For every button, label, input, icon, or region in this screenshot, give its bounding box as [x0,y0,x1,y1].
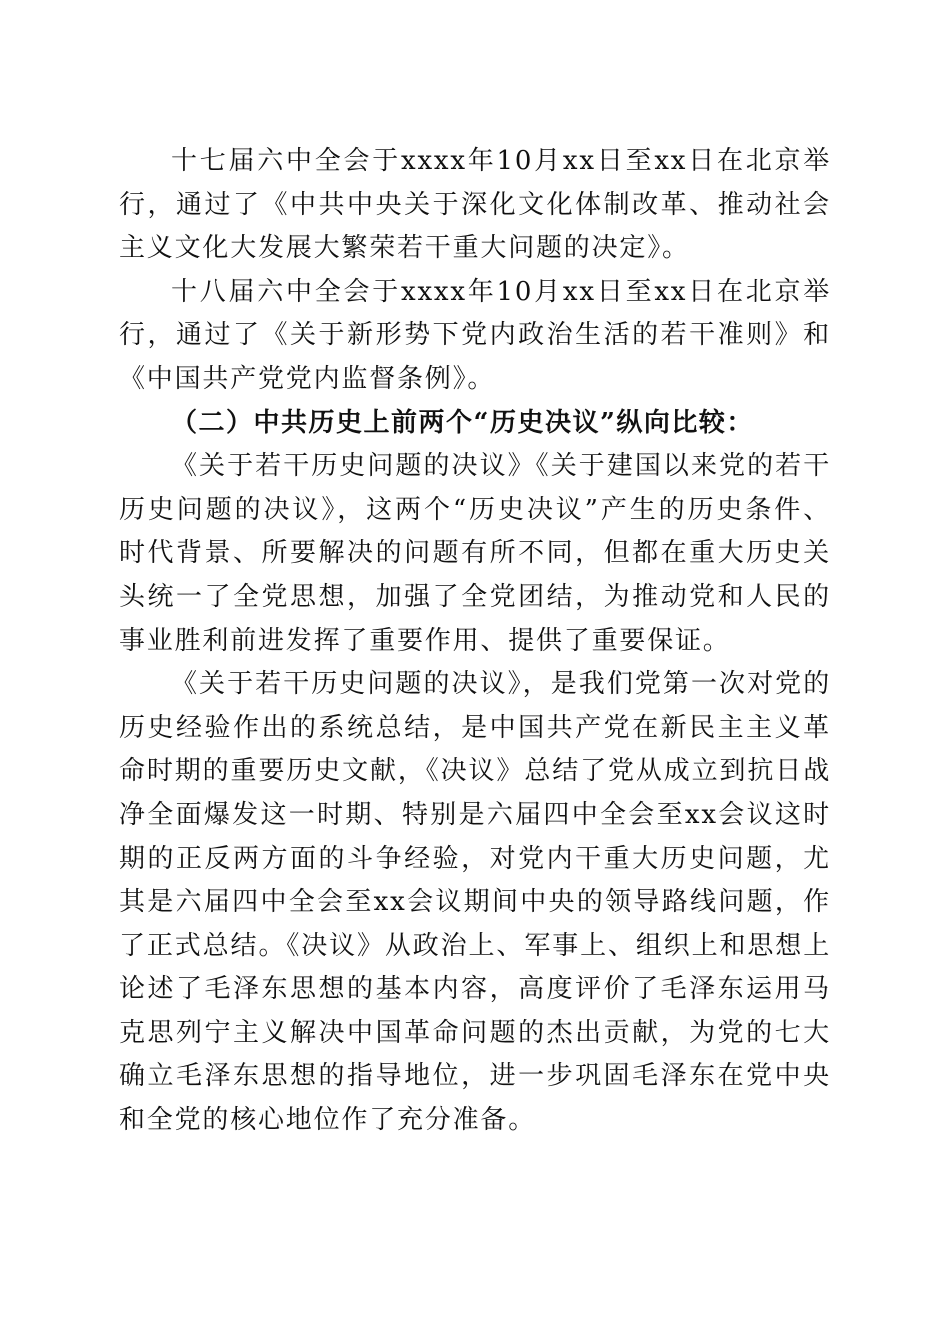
paragraph-sixth-plenum-17th: 十七届六中全会于xxxx年10月xx日至xx日在北京举行，通过了《中共中央关于深化文化体制改革、推动社会主义文化大发展大繁荣若干重大问题的决定》。 [119,146,831,264]
paragraph-sixth-plenum-18th: 十八届六中全会于xxxx年10月xx日至xx日在北京举行，通过了《关于新形势下党内政治生活的若干准则》和《中国共产党党内监督条例》。 [119,276,831,394]
document-body [119,140,831,1143]
paragraph-two-resolutions: 《关于若干历史问题的决议》《关于建国以来党的若干历史问题的决议》，这两个“历史决议”产生的历史条件、时代背景、所要解决的问题有所不同，但都在重大历史关头统一了全党思想，加强了全党团结，为推动党和人民的事业胜利前进发挥了重要作用、提供了重要保证。 [119,451,831,656]
paragraph-first-resolution: 《关于若干历史问题的决议》，是我们党第一次对党的历史经验作出的系统总结，是中国共产党在新民主主义革命时期的重要历史文献，《决议》总结了党从成立到抗日战净全面爆发这一时期、特别是六届四中全会至xx会议这时期的正反两方面的斗争经验，对党内干重大历史问题，尤其是六届四中全会至xx会议期间中央的领导路线问题，作了正式总结。《决议》从政治上、军事上、组织上和思想上论述了毛泽东思想的基本内容，高度评价了毛泽东运用马克思列宁主义解决中国革命问题的杰出贡献，为党的七大确立毛泽东思想的指导地位，进一步巩固毛泽东在党中央和全党的核心地位作了充分准备。 [119,669,831,1136]
section-heading: （二）中共历史上前两个“历史决议”纵向比较： [171,407,754,438]
